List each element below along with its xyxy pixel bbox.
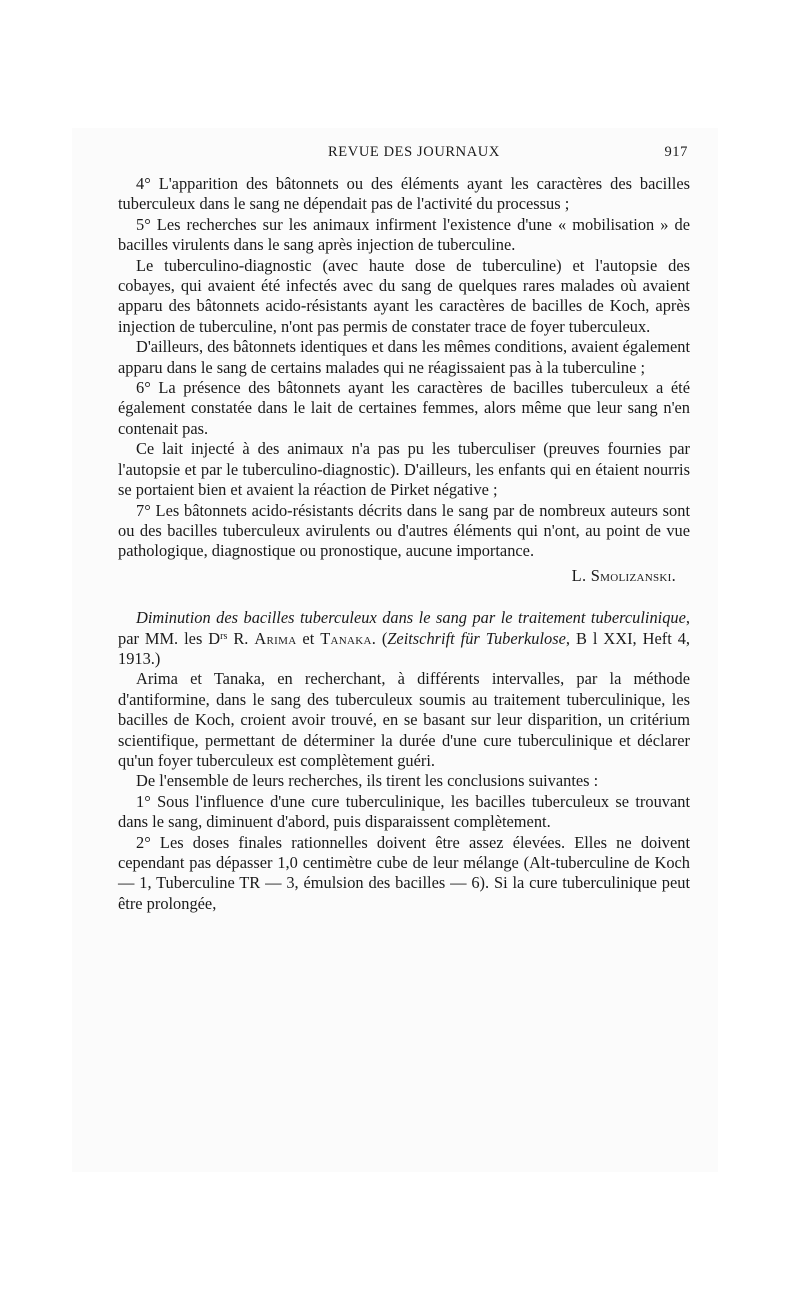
paragraph-conclusion-4: 4° L'apparition des bâtonnets ou des éléments ayant les caractères des bacilles tuberculeux dans le sang ne dépendait pas de l'activité du processus ; (118, 174, 690, 214)
paragraph-conclusion-5: 5° Les recherches sur les animaux infirment l'existence d'une « mobilisation » de bacilles virulents dans le sang après injection de tuberculine. (118, 214, 690, 255)
article-heading (118, 608, 690, 669)
paragraph-tuberculino-diagnostic: Le tuberculino-diagnostic (avec haute dose de tuberculine) et l'autopsie des cobayes, qui avaient été infectés avec du sang de quelques rares malades où avaient apparu des bâtonnets acido-résistants ayant les caractères de bacilles de Koch, après injection de tuberculine, n'ont pas permis de constater trace de foyer tuberculeux. (118, 255, 690, 336)
article-by: , par MM. les D (118, 608, 690, 648)
source-details: , B l XXI, Heft 4, 1913.) (118, 628, 691, 668)
running-title: REVUE DES JOURNAUX (328, 144, 500, 160)
doctors-superscript: rs (220, 630, 228, 642)
paragraph-d-ailleurs: D'ailleurs, des bâtonnets identiques et dans les mêmes conditions, avaient également apparu dans le sang de certains malades qui ne réagissaient pas à la tuberculine ; (118, 337, 690, 377)
paragraph-lait-injecte: Ce lait injecté à des animaux n'a pas pu les tuberculiser (preuves fournies par l'autopsie et par le tuberculino-diagnostic). D'ailleurs, les enfants qui en étaient nourris se portaient bien et avaient la réaction de Pirket négative ; (118, 439, 690, 500)
source-open: . ( (371, 628, 388, 648)
paragraph-arima-tanaka: Arima et Tanaka, en recherchant, à différents intervalles, par la méthode d'antiformine, dans le sang des tuberculeux soumis au traitement tuberculinique, les bacilles de Koch, croient avoir trouvé, en se basant sur leur disparition, un critérium scientifique, permettant de déterminer la durée d'une cure tuberculinique et déclarer qu'un foyer tuberculeux est complètement guéri. (118, 669, 690, 770)
article-authors-a: R. (227, 628, 255, 648)
journal-name: Zeitschrift für Tuberkulose (387, 628, 566, 648)
paragraph-conclusion-1: 1° Sous l'influence d'une cure tuberculinique, les bacilles tuberculeux se trouvant dans le sang, diminuent d'abord, puis disparaissent complètement. (118, 791, 690, 832)
paragraph-conclusion-6: 6° La présence des bâtonnets ayant les caractères de bacilles tuberculeux a été également constatée dans le lait de certaines femmes, alors même que leur sang n'en contenait pas. (118, 378, 690, 438)
running-header (118, 142, 690, 164)
article-title: Diminution des bacilles tuberculeux dans le sang par le traitement tuberculinique (136, 608, 686, 628)
article-authors-b: et (296, 628, 321, 648)
paragraph-conclusion-7: 7° Les bâtonnets acido-résistants décrits dans le sang par de nombreux auteurs sont ou des bacilles tuberculeux avirulents ou d'autres éléments qui n'ont, au point de vue pathologique, diagnostique ou pronostique, aucune importance. (118, 500, 690, 561)
paragraph-ensemble: De l'ensemble de leurs recherches, ils tirent les conclusions suivantes : (136, 771, 599, 791)
paragraph-conclusion-2: 2° Les doses finales rationnelles doivent être assez élevées. Elles ne doivent cependant pas dépasser 1,0 centimètre cube de leur mélange (Alt-tuberculine de Koch — 1, Tuberculine TR — 3, émulsion des bacilles — 6). Si la cure tuberculinique peut être prolongée, (118, 832, 690, 913)
author-tanaka: Tanaka (320, 628, 372, 648)
page-text (118, 142, 690, 914)
page-number: 917 (664, 144, 688, 160)
author-arima: Arima (254, 628, 297, 648)
author-signature: L. Smolizanski. (571, 565, 676, 585)
